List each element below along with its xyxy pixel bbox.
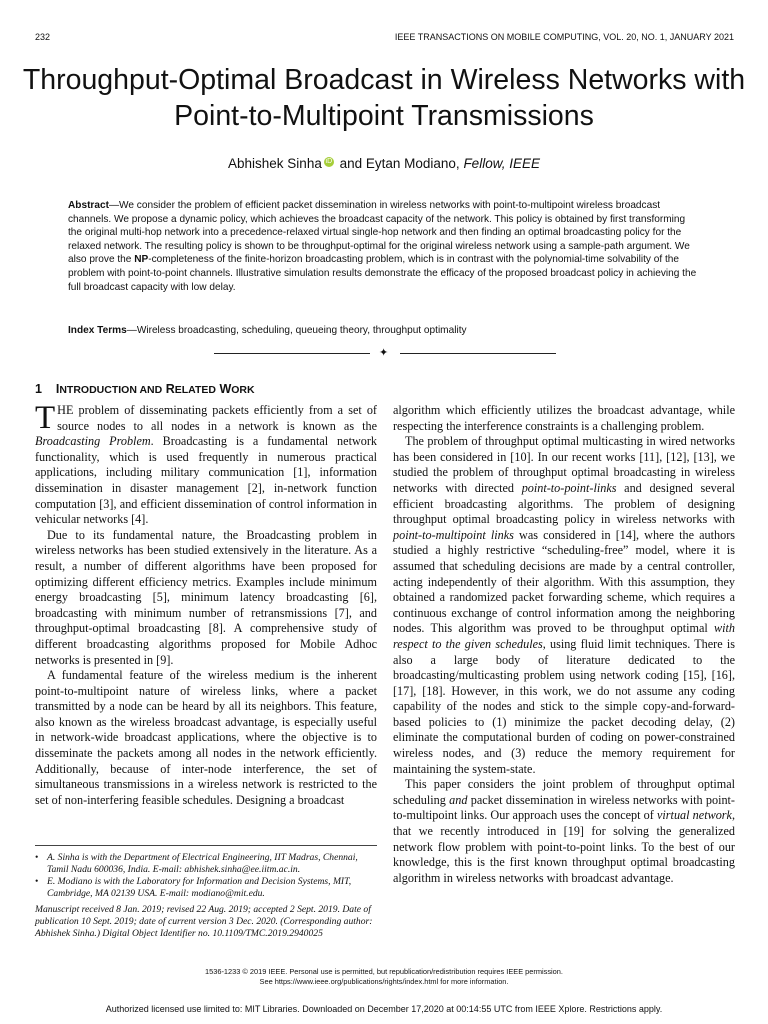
right-p2-emphasis-2: point-to-multipoint links [393,527,514,542]
section-word-2-cap: R [165,382,175,396]
orcid-icon[interactable]: iD [325,157,333,165]
right-p2-text-d: , using fluid limit techniques. There is also a large body of literature dedicated to the broadcasting/multicasting problem using network coding [15], [16], [17], [18]. However, in this work, we do not assume any coding capability of the nodes and stick to the simple copy-and-forward-based policies to (1) minimize the packet decoding delay, (2) eliminate the computational burden of coding on power-constrained wireless nodes, and (3) reduce the memory requirement for maintaining the system-state. [393,636,735,776]
affiliation-item: • E. Modiano is with the Laboratory for Information and Decision Systems, MIT, Cambridge, MA 02139 USA. E-mail: modiano@mit.edu. [35,876,377,900]
page-number: 232 [35,32,51,42]
right-column [393,403,735,886]
index-terms [68,325,700,336]
right-p3-text-c: , that we recently introduced in [19] for solving the generalized network flow problem with point-to-point links. To the best of our knowledge, this is the first known throughput optimal broadcasting algorithm in wireless networks with broadcast advantage. [393,808,735,885]
left-p1-emphasis: Broadcasting Problem [35,434,151,449]
right-p3-emphasis-1: and [449,792,468,807]
right-p3-text-b: packet dissemination in wireless networks with point-to-multipoint links. Our approach uses the concept of [393,792,735,823]
abstract-text: —We consider the problem of efficient packet dissemination in wireless networks with point-to-multipoint wireless broadcast channels. We propose a dynamic policy, which achieves the broadcast capacity of the network. This policy is obtained by first transforming the original multi-hop network into a precedence-relaxed virtual single-hop network and then finding an optimal broadcasting policy for the relaxed network. The resulting policy is shown to be throughput-optimal for the original wireless network using a sample-path argument. We also prove the [68,200,690,266]
index-terms-label: Index Terms [68,325,127,336]
index-terms-text: —Wireless broadcasting, scheduling, queueing theory, throughput optimality [126,325,467,336]
right-p2-text-c: was considered in [14], where the authors studied a highly restrictive “scheduling-free” model, where it is assumed that scheduling decisions are made by a central controller, acting independently of their algorithm. With this assumption, they obtained a randomized packet forwarding scheme, which requires a continuous exchange of control information among the neighboring nodes. This algorithm was proved to be throughput optimal [393,527,735,636]
paper-title: Throughput-Optimal Broadcast in Wireless Networks with Point-to-Multipoint Transmissions [22,64,746,132]
section-word-2-rest: ELATED [174,384,216,396]
left-paragraph-3: A fundamental feature of the wireless medium is the inherent point-to-multipoint nature of wireless links, where a packet transmitted by a node can be heard by all its neighbors. This feature, also known as the wireless broadcast advantage, is especially useful in network-wide broadcast applications, where the objective is to disseminate the packets among all nodes in the network efficiently. Additionally, because of inter-node interference, the set of simultaneous transmissions in a wireless network is restricted to the set of non-interfering feasible schedules. Designing a broadcast [35,668,377,807]
right-paragraph-3 [393,777,735,886]
divider-line-right [400,353,556,354]
author-title: Fellow, IEEE [463,156,540,171]
copyright-notice [0,967,768,986]
author-line [0,156,768,171]
section-number: 1 [35,382,42,396]
license-notice: Authorized licensed use limited to: MIT Libraries. Downloaded on December 17,2020 at 00:14:55 UTC from IEEE Xplore. Restrictions apply. [105,1004,663,1014]
right-p2-text-a: The problem of throughput optimal multicasting in wired networks has been considered in [10]. In our recent works [11], [12], [13], we studied the problem of throughput optimal broadcasting in wireless networks with directed [393,434,735,495]
left-paragraph-1 [35,400,377,528]
divider-diamond-icon: ✦ [379,347,389,359]
author-connector: and Eytan Modiano, [335,156,464,171]
left-paragraph-2: Due to its fundamental nature, the Broadcasting problem in wireless networks has been studied extensively in the literature. As a result, a number of different algorithms have been proposed for optimizing different efficiency metrics. Examples include minimum energy broadcasting [5], minimum latency broadcasting [6], broadcasting with minimum number of retransmissions [7], and throughput-optimal broadcasting [8]. A comprehensive study of different broadcasting algorithms proposed for Mobile Adhoc networks is presented in [9]. [35,527,377,667]
copyright-line-2: See https://www.ieee.org/publications/rights/index.html for more information. [259,976,509,986]
section-word-3-cap: W [219,382,232,396]
divider-line-left [214,353,370,354]
manuscript-info: Manuscript received 8 Jan. 2019; revised 22 Aug. 2019; accepted 2 Sept. 2019. Date of publication 10 Sept. 2019; date of current version 3 Dec. 2020. (Corresponding author: Abhishek Sinha.) Digital Object Identifier no. 10.1109/TMC.2019.2940025 [35,904,373,939]
np-label: NP [134,254,149,266]
affiliation-list [35,852,377,900]
section-word-1-rest: NTRODUCTION AND [59,384,163,396]
abstract [68,199,700,294]
author-name: Abhishek Sinha [228,156,322,171]
right-paragraph-2 [393,434,735,777]
left-p1-text-a: HE problem of disseminating packets efficiently from a set of source nodes to all nodes in a network is known as the [57,403,377,433]
section-heading [35,382,255,396]
abstract-text-2: -completeness of the finite-horizon broadcasting problem, which is in contrast with the polynomial-time solvability of the problem with point-to-point channels. Illustrative simulation results demonstrate the efficacy of the proposed broadcast policy in achieving the full broadcast capacity with low delay. [68,254,697,293]
footnote-rule [35,845,377,846]
section-divider [214,347,556,359]
copyright-line-1: 1536-1233 © 2019 IEEE. Personal use is permitted, but republication/redistribution requires IEEE permission. [205,967,563,976]
section-word-1-cap: I [55,382,60,396]
affiliation-item: • A. Sinha is with the Department of Electrical Engineering, IIT Madras, Chennai, Tamil Nadu 600036, India. E-mail: abhishek.sinha@ee.iitm.ac.in. [35,852,377,876]
footnotes [35,852,377,940]
right-p2-emphasis-3: with respect to the given schedules [393,621,735,651]
left-p1-text-b: . Broadcasting is a fundamental network functionality, which is used frequently in numerous practical applications, including military communication [1], information dissemination in disaster management [2], in-network function computation [3], and efficient dissemination of control information in vehicular networks [4]. [35,434,377,527]
right-p3-emphasis-2: virtual network [657,808,732,823]
journal-header: IEEE TRANSACTIONS ON MOBILE COMPUTING, VOL. 20, NO. 1, JANUARY 2021 [394,32,734,42]
right-p2-emphasis-1: point-to-point-links [521,480,617,495]
abstract-label: Abstract [68,200,109,211]
right-p2-text-b: and designed several efficient broadcasting algorithms. The problem of designing throughput optimal broadcasting policy in wireless networks with [393,480,735,527]
section-word-3-rest: ORK [231,384,255,396]
right-paragraph-1: algorithm which efficiently utilizes the broadcast advantage, while respecting the interference constraints is a challenging problem. [393,403,735,433]
right-p3-text-a: This paper considers the joint problem of throughput optimal scheduling [393,777,735,807]
left-column [35,400,377,808]
drop-cap: T [35,400,56,436]
